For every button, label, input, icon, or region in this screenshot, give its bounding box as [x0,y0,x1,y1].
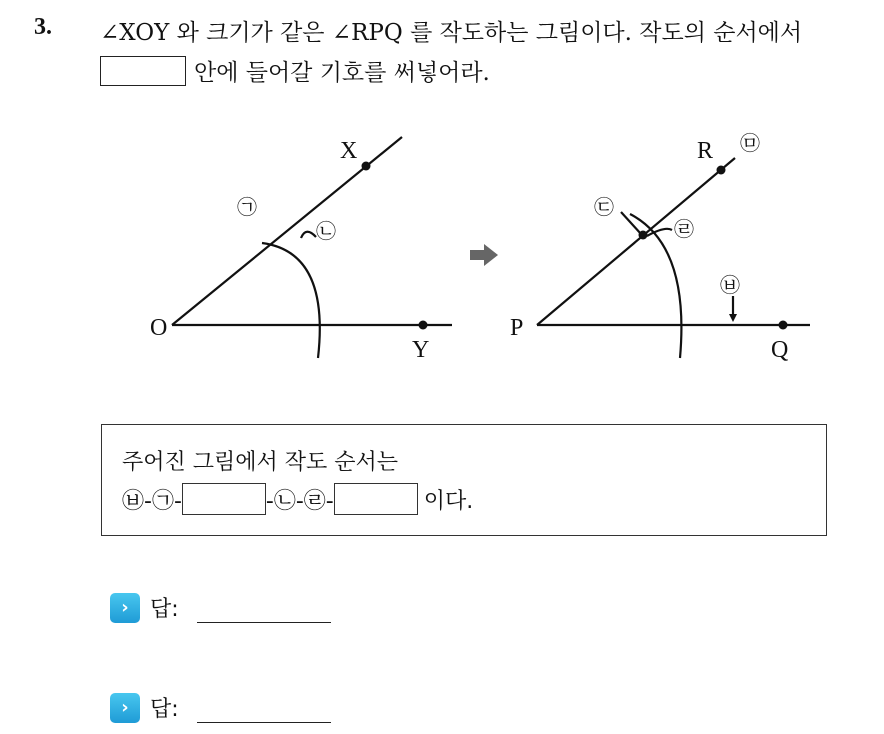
construction-order-box [101,424,827,536]
label-p: P [510,315,524,341]
answer-row-1 [110,592,331,623]
point-q [779,321,788,330]
sequence-blank-1 [182,483,266,515]
right-construction [537,158,810,358]
label-x: X [340,138,358,164]
arc-ticks-left [301,232,316,238]
answer-input-line[interactable] [197,592,331,623]
box-text-line1: 주어진 그림에서 작도 순서는 [122,450,399,475]
sequence-blank-2 [334,483,418,515]
label-o: O [150,315,168,341]
mark-c: ㉢ [594,195,614,219]
label-y: Y [412,337,430,363]
answer-row-2 [110,692,331,723]
mark-d: ㉣ [674,217,694,241]
point-y [419,321,428,330]
mark-e: ㉤ [740,131,760,155]
left-construction [172,137,452,358]
point-r [717,166,726,175]
ray-pr [537,158,735,325]
sequence-middle: -㉡-㉣- [265,488,334,514]
question-text-line1: ∠XOY 와 크기가 같은 ∠RPQ 를 작도하는 그림이다. 작도의 순서에서 [100,20,803,46]
sequence-end: 이다. [423,488,474,514]
point-intersect [639,231,648,240]
label-q: Q [771,337,789,363]
answer-arrow-icon: › [110,693,140,723]
answer-label: 답: [150,597,179,622]
question-number: 3. [34,14,52,40]
box-text-line2 [122,483,473,515]
mark-f: ㉥ [720,273,740,297]
question-text-line2-label: 안에 들어갈 기호를 써넣어라. [194,60,490,86]
sequence-start: ㉥-㉠- [122,488,182,514]
answer-arrow-icon: › [110,593,140,623]
answer-input-line[interactable] [197,692,331,723]
arrow-f-head [729,314,737,322]
mark-a: ㉠ [237,195,257,219]
label-r: R [697,138,714,164]
transition-arrow-icon [470,244,498,266]
answer-label: 답: [150,697,179,722]
arc-left [262,243,320,358]
point-x [362,162,371,171]
mark-b: ㉡ [316,219,336,243]
